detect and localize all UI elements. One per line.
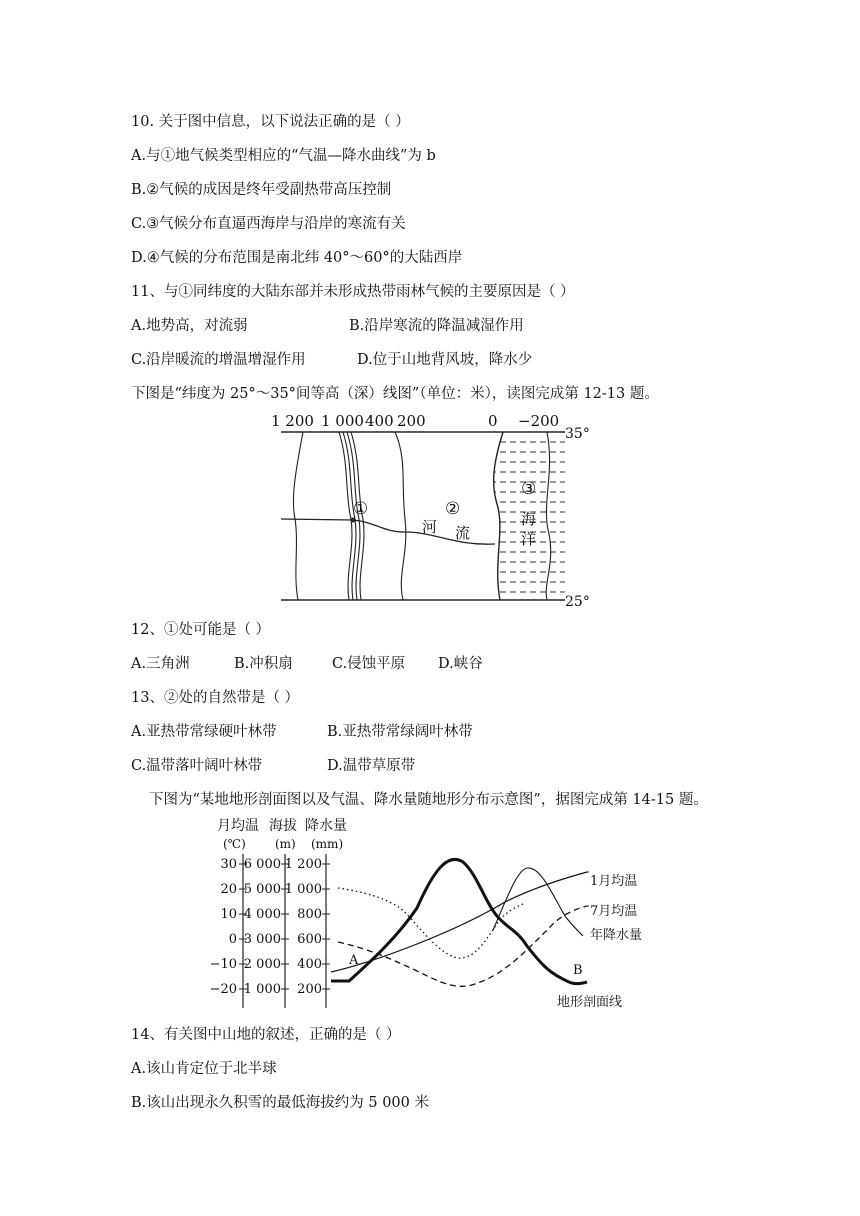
q12-option-a: A.三角洲 <box>131 656 190 672</box>
precip-tick-400: 400 <box>297 957 322 972</box>
q13-stem: 13、②处的自然带是（ ） <box>131 690 300 706</box>
q11-option-b: B.沿岸寒流的降温减湿作用 <box>349 318 524 334</box>
q10-option-c: C.③气候分布直逼西海岸与沿岸的寒流有关 <box>131 216 406 232</box>
intro-map1: 下图是“纬度为 25°～35°间等高（深）线图”（单位：米），读图完成第 12-13 题。 <box>131 386 659 402</box>
q11-option-d: D.位于山地背风坡，降水少 <box>357 352 533 368</box>
precip-tick-800: 800 <box>297 907 322 922</box>
map-point-3: ③ <box>521 479 537 499</box>
q10-stem: 10. 关于图中信息，以下说法正确的是（ ） <box>131 114 410 130</box>
temp-tick-0: 0 <box>228 932 237 947</box>
q13-option-d: D.温带草原带 <box>327 758 416 774</box>
point-b-label: B <box>573 963 583 978</box>
q11-option-c: C.沿岸暖流的增温增湿作用 <box>131 352 306 368</box>
map-point-2: ② <box>445 499 461 519</box>
contour-label-minus200: −200 <box>518 412 560 430</box>
legend-terrain: 地形剖面线 <box>557 995 623 1010</box>
q13-option-c: C.温带落叶阔叶林带 <box>131 758 263 774</box>
alt-tick-2000: 2 000 <box>243 957 281 972</box>
precip-tick-200: 200 <box>297 982 322 997</box>
contour-label-1000: 1 000 <box>321 412 364 430</box>
terrain-climate-chart <box>205 812 675 1022</box>
q11-stem: 11、与①同纬度的大陆东部并未形成热带雨林气候的主要原因是（ ） <box>131 284 575 300</box>
latitude-35-label: 35° <box>565 426 590 442</box>
contour-label-0: 0 <box>488 412 498 430</box>
temp-tick-10: 10 <box>220 907 237 922</box>
axis-unit-precip: (mm) <box>311 837 344 851</box>
q12-option-d: D.峡谷 <box>438 656 483 672</box>
ocean-label-2: 洋 <box>521 530 537 548</box>
alt-tick-5000: 5 000 <box>243 882 281 897</box>
temp-tick-minus10: −10 <box>209 957 237 972</box>
legend-jul-temp: 7月均温 <box>590 904 638 919</box>
temp-tick-20: 20 <box>220 882 237 897</box>
axis-title-alt: 海拔 <box>269 818 297 834</box>
jul-temp-line <box>338 906 587 986</box>
q13-option-b: B.亚热带常绿阔叶林带 <box>327 724 473 740</box>
terrain-profile-line <box>331 859 587 983</box>
q11-option-a: A.地势高，对流弱 <box>131 318 248 334</box>
q13-option-a: A.亚热带常绿硬叶林带 <box>131 724 277 740</box>
legend-jan-temp: 1月均温 <box>590 874 638 889</box>
point-a-label: A <box>349 953 359 968</box>
alt-tick-1000: 1 000 <box>243 982 281 997</box>
temp-tick-30: 30 <box>220 857 237 872</box>
ocean-label-1: 海 <box>521 510 537 528</box>
q12-stem: 12、①处可能是（ ） <box>131 622 271 638</box>
alt-tick-3000: 3 000 <box>243 932 281 947</box>
contour-map <box>265 404 590 614</box>
q10-option-b: B.②气候的成因是终年受副热带高压控制 <box>131 182 392 198</box>
axis-title-precip: 降水量 <box>305 818 347 834</box>
contour-label-400: 400 <box>365 412 394 430</box>
q10-option-a: A.与①地气候类型相应的“气温—降水曲线”为 b <box>131 148 436 164</box>
intro-chart2: 下图为“某地地形剖面图以及气温、降水量随地形分布示意图”，据图完成第 14-15 题。 <box>149 792 708 808</box>
legend-precip: 年降水量 <box>590 928 643 943</box>
map-point-1: ① <box>353 499 369 519</box>
latitude-25-label: 25° <box>565 594 590 610</box>
axis-unit-temp: (℃) <box>223 837 246 851</box>
precip-tick-1200: 1 200 <box>284 857 322 872</box>
q14-stem: 14、有关图中山地的叙述，正确的是（ ） <box>131 1027 401 1043</box>
alt-tick-4000: 4 000 <box>243 907 281 922</box>
q12-option-c: C.侵蚀平原 <box>332 656 406 672</box>
q10-option-d: D.④气候的分布范围是南北纬 40°～60°的大陆西岸 <box>131 250 463 266</box>
precip-tick-1000: 1 000 <box>284 882 322 897</box>
q14-option-a: A.该山肯定位于北半球 <box>131 1061 277 1077</box>
q12-option-b: B.冲积扇 <box>234 656 293 672</box>
precip-line <box>338 888 523 958</box>
alt-tick-6000: 6 000 <box>243 857 281 872</box>
contour-label-200: 200 <box>397 412 426 430</box>
river-label-1: 河 <box>422 518 438 536</box>
contour-label-1200: 1 200 <box>271 412 314 430</box>
river-label-2: 流 <box>455 524 471 542</box>
axis-unit-alt: (m) <box>275 837 296 851</box>
q14-option-b: B.该山出现永久积雪的最低海拔约为 5 000 米 <box>131 1095 429 1111</box>
temp-tick-minus20: −20 <box>209 982 237 997</box>
axis-title-temp: 月均温 <box>217 818 259 834</box>
precip-tick-600: 600 <box>297 932 322 947</box>
